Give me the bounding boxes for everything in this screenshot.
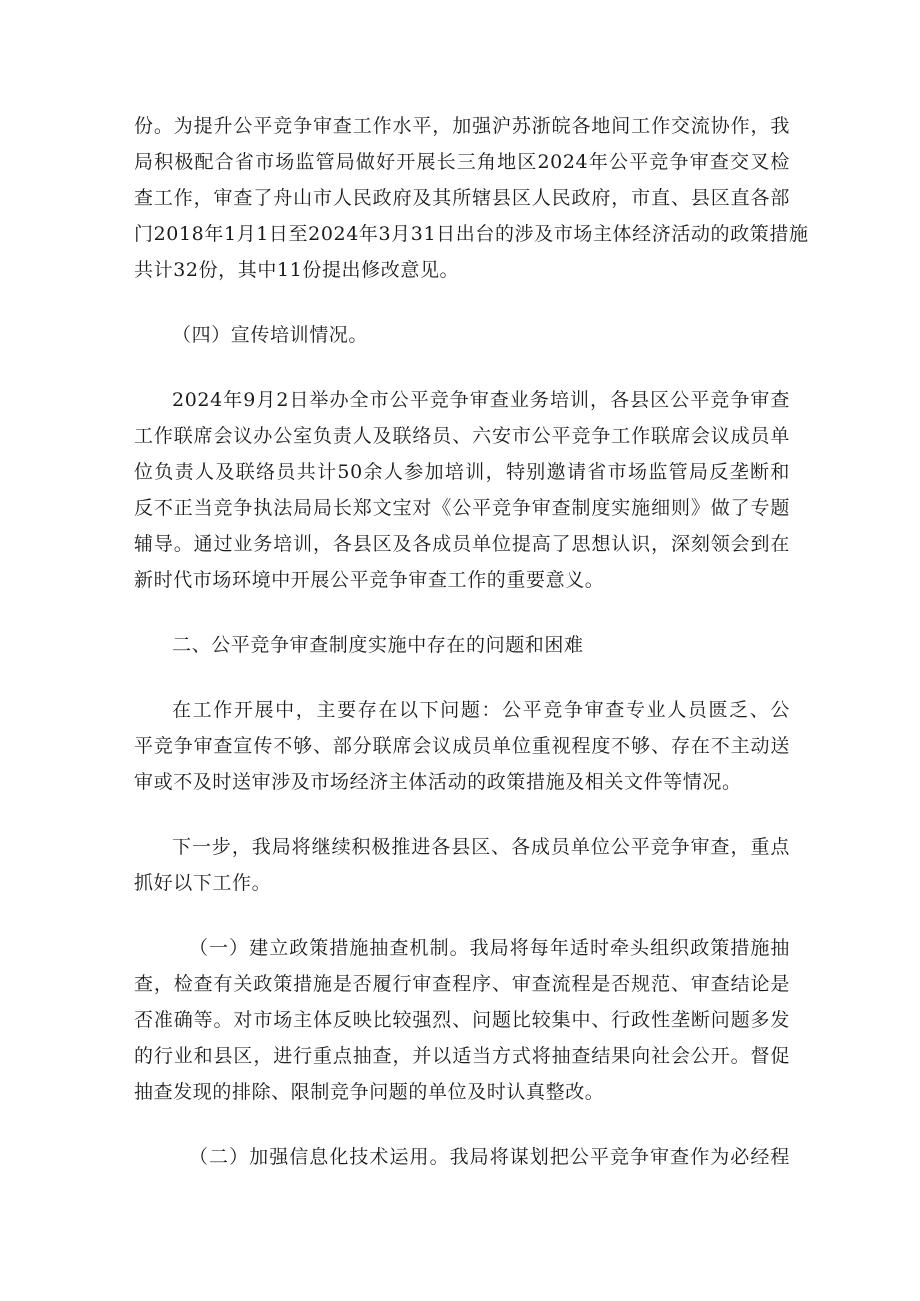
text-line: 审或不及时送审涉及市场经济主体活动的政策措施及相关文件等情况。 [134, 771, 742, 793]
text-line: 在工作开展中，主要存在以下问题：公平竞争审查专业人员匮乏、公 [172, 699, 790, 721]
text-line: 二、公平竞争审查制度实施中存在的问题和困难 [172, 634, 584, 656]
paragraph-training [134, 382, 790, 598]
text-line: 工作联席会议办公室负责人及联络员、六安市公平竞争工作联席会议成员单 [134, 425, 790, 447]
text-line: 查工作，审查了舟山市人民政府及其所辖县区人民政府，市直、县区直各部 [134, 187, 790, 209]
document-page [134, 108, 809, 1175]
text-line: 局积极配合省市场监管局做好开展长三角地区2024年公平竞争审查交叉检 [134, 151, 790, 173]
text-line: 新时代市场环境中开展公平竞争审查工作的重要意义。 [134, 569, 605, 591]
text-line: 位负责人及联络员共计50余人参加培训，特别邀请省市场监管局反垄断和 [134, 461, 790, 483]
text-line: 平竞争审查宣传不够、部分联席会议成员单位重视程度不够、存在不主动送 [134, 735, 790, 757]
text-line: 反不正当竞争执法局局长郑文宝对《公平竞争审查制度实施细则》做了专题 [134, 497, 790, 519]
paragraph-it-application [134, 1139, 790, 1175]
section-heading-problems [134, 627, 790, 663]
text-line: 抽查发现的排除、限制竞争问题的单位及时认真整改。 [134, 1081, 605, 1103]
text-line: （二）加强信息化技术运用。我局将谋划把公平竞争审查作为必经程 [189, 1146, 790, 1168]
text-line: 辅导。通过业务培训，各县区及各成员单位提高了思想认识，深刻领会到在 [134, 533, 790, 555]
paragraph-next-steps [134, 829, 790, 901]
text-line: 2024年9月2日举办全市公平竞争审查业务培训，各县区公平竞争审查 [172, 389, 790, 411]
text-line: 的行业和县区，进行重点抽查，并以适当方式将抽查结果向社会公开。督促 [134, 1045, 790, 1067]
text-line: 份。为提升公平竞争审查工作水平，加强沪苏浙皖各地间工作交流协作，我 [134, 115, 790, 137]
text-line: 共计32份，其中11份提出修改意见。 [134, 259, 460, 281]
text-line: 下一步，我局将继续积极推进各县区、各成员单位公平竞争审查，重点 [172, 836, 790, 858]
text-line: 门2018年1月1日至2024年3月31日出台的涉及市场主体经济活动的政策措施 [134, 223, 809, 245]
text-line: 否准确等。对市场主体反映比较强烈、问题比较集中、行政性垄断问题多发 [134, 1009, 790, 1031]
paragraph-spot-check [134, 930, 790, 1110]
text-line: （一）建立政策措施抽查机制。我局将每年适时牵头组织政策措施抽 [189, 937, 790, 959]
text-line: 查，检查有关政策措施是否履行审查程序、审查流程是否规范、审查结论是 [134, 973, 790, 995]
text-line: 抓好以下工作。 [134, 872, 272, 894]
paragraph-problems [134, 692, 790, 800]
section-heading-training [134, 317, 790, 353]
paragraph-review-summary [134, 108, 809, 288]
text-line: （四）宣传培训情况。 [172, 324, 369, 346]
